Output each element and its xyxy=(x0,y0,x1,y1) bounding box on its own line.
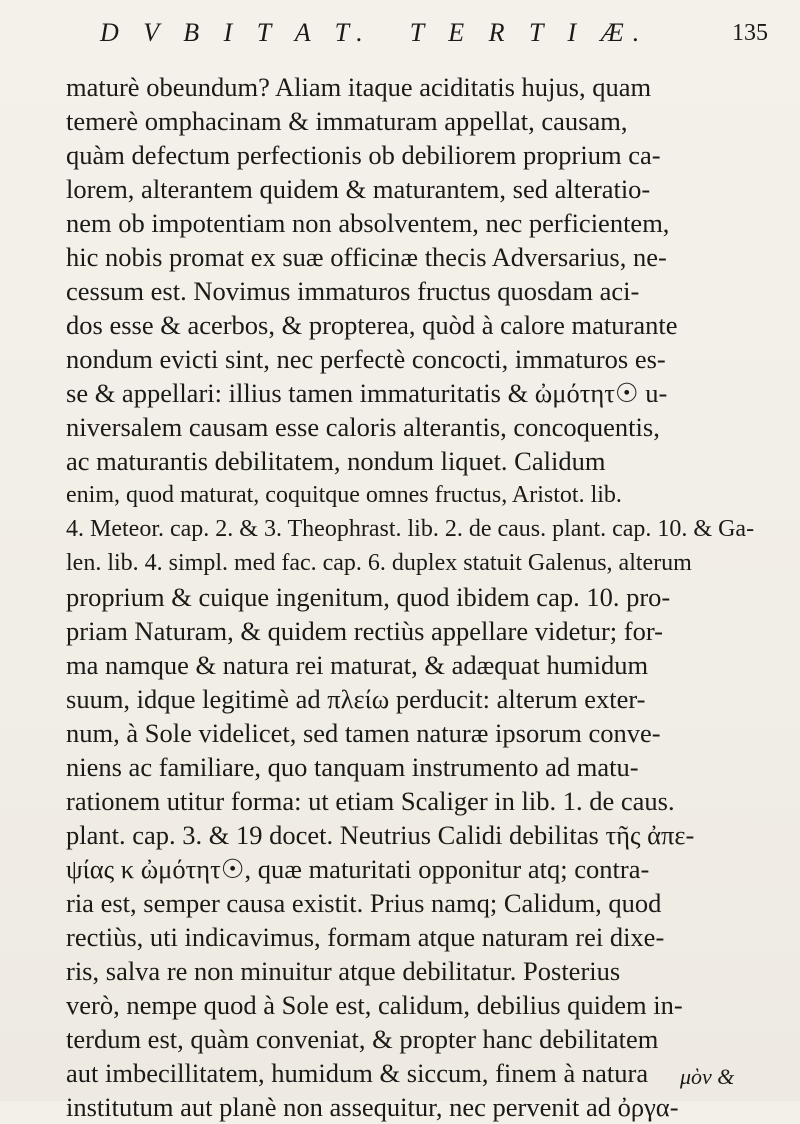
text-line: lorem, alterantem quidem & maturantem, sed alteratio- xyxy=(66,174,651,204)
text-line: plant. cap. 3. & 19 docet. Neutrius Calidi debilitas τῆς ἀπε- xyxy=(66,820,695,850)
text-line: temerè omphacinam & immaturam appellat, causam, xyxy=(66,106,628,136)
text-line: len. lib. 4. simpl. med fac. cap. 6. duplex statuit Galenus, alterum xyxy=(66,550,692,576)
text-line: cessum est. Novimus immaturos fructus quosdam aci- xyxy=(66,276,640,306)
running-title xyxy=(100,18,648,48)
text-line: verò, nempe quod à Sole est, calidum, debilius quidem in- xyxy=(66,990,683,1020)
text-line: priam Naturam, & quidem rectiùs appellare videtur; for- xyxy=(66,616,663,646)
text-line: aut imbecillitatem, humidum & siccum, finem à natura xyxy=(66,1058,649,1088)
text-line: proprium & cuique ingenitum, quod ibidem cap. 10. pro- xyxy=(66,582,671,612)
text-line: nondum evicti sint, nec perfectè concocti, immaturos es- xyxy=(66,344,666,374)
text-line: niversalem causam esse caloris alterantis, concoquentis, xyxy=(66,412,660,442)
catchword: μὸν & xyxy=(680,1064,735,1089)
text-line: ria est, semper causa existit. Prius namq; Calidum, quod xyxy=(66,888,662,918)
text-line: ψίας κ ὠμότητ☉, quæ maturitati opponitur atq; contra- xyxy=(66,854,650,884)
text-line: institutum aut planè non assequitur, nec pervenit ad ὀργα- xyxy=(66,1092,679,1122)
text-line: maturè obeundum? Aliam itaque aciditatis hujus, quam xyxy=(66,72,652,102)
text-line: 4. Meteor. cap. 2. & 3. Theophrast. lib. 2. de caus. plant. cap. 10. & Ga- xyxy=(66,516,755,542)
text-line: ac maturantis debilitatem, nondum liquet. Calidum xyxy=(66,446,606,476)
running-title-part-b: T E R T I Æ. xyxy=(409,18,649,47)
text-line: terdum est, quàm conveniat, & propter hanc debilitatem xyxy=(66,1024,659,1054)
text-line: ma namque & natura rei maturat, & adæquat humidum xyxy=(66,650,649,680)
running-title-part-a: D V B I T A T. xyxy=(100,18,372,47)
text-line: enim, quod maturat, coquitque omnes fructus, Aristot. lib. xyxy=(66,482,622,508)
text-line: se & appellari: illius tamen immaturitatis & ὠμότητ☉ u- xyxy=(66,378,668,408)
page-number: 135 xyxy=(732,20,768,46)
text-line: quàm defectum perfectionis ob debiliorem proprium ca- xyxy=(66,140,661,170)
text-line: hic nobis promat ex suæ officinæ thecis Adversarius, ne- xyxy=(66,242,667,272)
text-line: dos esse & acerbos, & propterea, quòd à calore maturante xyxy=(66,310,678,340)
body-text xyxy=(66,70,786,1124)
text-line: rationem utitur forma: ut etiam Scaliger in lib. 1. de caus. xyxy=(66,786,675,816)
text-line: rectiùs, uti indicavimus, formam atque naturam rei dixe- xyxy=(66,922,665,952)
text-line: nem ob impotentiam non absolventem, nec perficientem, xyxy=(66,208,670,238)
text-line: num, à Sole videlicet, sed tamen naturæ ipsorum conve- xyxy=(66,718,661,748)
text-line: niens ac familiare, quo tanquam instrumento ad matu- xyxy=(66,752,639,782)
text-line: ris, salva re non minuitur atque debilitatur. Posterius xyxy=(66,956,621,986)
page-header xyxy=(100,14,780,54)
text-line: suum, idque legitimè ad πλείω perducit: alterum exter- xyxy=(66,684,646,714)
